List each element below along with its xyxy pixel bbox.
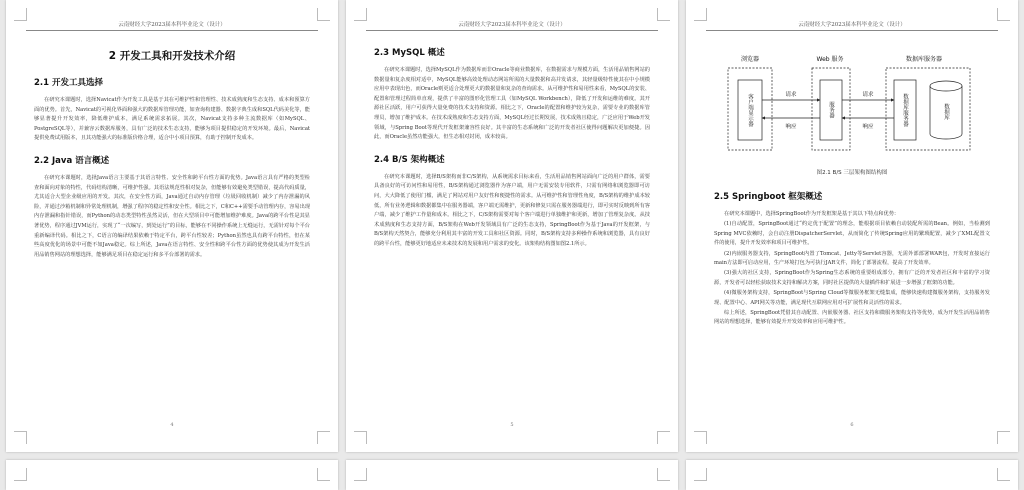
figure-caption: 图2.1 B/S 三层架构图结构图 [816,170,888,176]
crop-mark [997,431,1010,444]
paragraph: (1)自动配置，SpringBoot通过“约定优于配置”的理念，能根据项目依赖自动装配所需的Bean。例如，当检测到Spring MVC依赖时，会自动注册DispatcherServlet，从而简化了传统Spring应用的繁琐配置，减少了XML配置文件的使用，提升开发效率和项目可维护性。 [714,221,990,247]
paragraph: 在研究本课题时，选择B/S架构而非C/S架构，从系统需求目标来看，生活用品销售网站面向广泛的用户群体，需要具备良好的可访问性和易用性，B/S架构通过浏览器作为客户端，用户无需安装专用软件，只需有网络和浏览器即可访问，大大降低了使用门槛，满足了网站对用户友好性和便捷性的需求。从可维护性和管理性角度，B/S架构的维护成本较低，所有业务逻辑和数据都集中在服务器端，客户端无需维护，更新和修复只需在服务器端进行，即可实时反映到所有客户端，减少了维护工作量和成本。相比之下，C/S架构需要对每个客户端进行单独维护和更新，增加了管理复杂度。从技术成熟度和生态支持方面，B/S架构在Web开发领域具有广泛的生态支持，SpringBoot作为基于Java的开发框架，与B/S架构天然契合，能够充分利用其丰富的开发工具和社区资源。同时，B/S架构支持多种操作系统和浏览器，具有良好的跨平台性，能够更好地适应未来技术的发展和用户需求的变化。该架构结构图如图2.1所示。 [374,173,650,247]
page-header: 云南财经大学2023届本科毕业论文（设计） [26,20,318,31]
database-label: 数据库 [943,103,949,121]
paragraph: 在研究本课题时，选择MySQL作为数据库而非Oracle等商业数据库，在数据需求与规模方面，生活用品销售网站的数据量和复杂度相对适中，MySQL能够高效处理动态网站所需的大量数据和高并发请求，其轻量级特性使其在中小规模应用中表现出色，而Oracle则更适合处理更大的数据量和复杂的查询需求。从可维护性和易用性来看，MySQL的安装、配置和管理过程简单直观，提供了丰富的图形化管理工具（如MySQL Workbench），降低了开发和运维的难度。其开源社区活跃，用户可获得大量免费的技术支持和资源。相比之下，Oracle的配置和维护较为复杂，需要专业的数据库管理员，增加了维护成本。在技术成熟度和生态支持方面，MySQL经过长期发展，技术成熟且稳定，广泛应用于Web开发领域，与Spring Boot等现代开发框架兼容性良好。其丰富的生态系统和广泛的开发者社区使得问题解决更加便捷。因此，而Oracle虽然功能强大，但生态相对封闭，成本较高。 [374,67,650,141]
section-title: 2.2 Java 语言概述 [34,155,110,166]
web-server-label: 服务器 [828,101,834,119]
next-page-preview [686,460,1018,490]
crop-mark [14,431,27,444]
page-header: 云南财经大学2023届本科毕业论文（设计） [706,20,998,31]
paragraph: (2)内嵌服务器支持，SpringBoot内置了Tomcat、Jetty等Servlet容器，无需外部部署WAR包，开发时直接运行main方法即可启动应用，生产环境打包为可执行JAR文件，简化了部署流程，提高了开发效率。 [714,250,990,267]
crop-mark [694,431,707,444]
page-body [714,168,990,329]
paragraph: (3)强大的社区支持，SpringBoot作为Spring生态系统的重要组成部分，拥有广泛的开发者社区和丰富的学习资源，开发者可以轻松获取技术支持和解决方案，同时社区提供的大量插件和扩展进一步增强了框架的功能。 [714,270,990,286]
crop-mark [997,8,1010,21]
crop-mark [657,431,670,444]
response-label: 响应 [785,124,797,130]
document-page-5 [346,0,678,452]
crop-mark [657,8,670,21]
paragraph: 在研究本课题时，选择Navicat作为开发工具是基于其在可维护性和管理性、技术成熟度和生态支持、成本和预算方面的优势。首先，Navicat的可视化界面和强大的数据库管理功能，如查询构建器、数据字典生成和SQL代码美化等，能够显著提升开发效率，降低维护成本，满足系统需求拓展。其次，Navicat支持多种主流数据库（如MySQL、PostgreSQL等），并兼容云数据库服务，具有广泛的技术生态支持，能够为项目提供稳定的开发环境。最后，Navicat提供免费试用版本，且其功能强大的标准版价格合理，适合中小项目预算，有助于控制开发成本。 [34,97,310,142]
crop-mark [317,468,330,481]
paragraph: 在研究本课题时，选择Java语言主要基于其语言特性、安全性和跨平台性方面的优势。Java语言具有严格的类型检查和面向对象的特性，代码结构清晰，可维护性强。其语法规范性相对复杂，但能够有效避免类型错误，提高代码质量，尤其适合大型企业级应用的开发。其次，在安全性方面，Java通过自动内存管理（垃圾回收机制）减少了内存泄漏的风险，并通过沙箱机制和异常处理机制，增强了程序的稳定性和安全性。相比之下，C和C++需要手动管理内存，容易出现内存泄漏和指针错误，而Python的动态类型特性虽然灵活，但在大型项目中可能增加维护难度。Java的跨平台性是其显著优势，程序通过JVM运行，实现了“一次编写，到处运行”的目标，能够在不同操作系统上无缝运行，无需针对每个平台重新编译代码。相比之下，C语言的编译结果依赖于特定平台，跨平台性较差；Python虽然也具有跨平台特性，但在某些高度优化的场景中可能不如Java稳定。综上所述，Java在语言特性、安全性和跨平台性方面的优势使其成为开发生活用品销售网站的理想选择，能够满足项目在稳定运行和多平台部署的需求。 [34,174,311,258]
paragraph: (4)微服务架构支持，SpringBoot与Spring Cloud等微服务框架无缝集成，能够快速构建微服务架构，支持服务发现、配置中心、API网关等功能，满足现代互联网应用对可扩展性和灵活性的需求。 [714,290,990,306]
paragraph: 在研究本课题中，选择SpringBoot作为开发框架是基于其以下特点和优势： [724,211,900,217]
section-title: 2.1 开发工具选择 [34,78,104,88]
page-body [374,46,650,250]
browser-label: 浏览器 [740,56,760,63]
crop-mark [354,468,367,481]
db-server-label: 数据库服务器 [902,93,908,127]
response-label: 响应 [862,124,874,130]
crop-mark [354,431,367,444]
section-title: 2.5 Springboot 框架概述 [714,192,823,202]
paragraph: 综上所述，SpringBoot凭借其自动配置、内嵌服务器、社区支持和微服务架构支持等优势，成为开发生活用品销售网站的理想选择，能够有效提升开发效率和应用可维护性。 [714,310,990,326]
crop-mark [657,468,670,481]
page-header: 云南财经大学2023届本科毕业论文（设计） [366,20,658,31]
crop-mark [694,468,707,481]
request-label: 请求 [862,92,874,98]
document-page-4 [6,0,338,452]
database-server-label: 数据库服务器 [905,56,943,63]
section-title: 2.3 MySQL 概述 [374,48,445,58]
page-number: 4 [170,422,174,428]
document-page-6 [686,0,1018,452]
crop-mark [997,468,1010,481]
web-service-label: Web 服务 [816,56,844,63]
section-title: 2.4 B/S 架构概述 [374,154,445,165]
bs-architecture-diagram [726,50,978,162]
next-page-preview [6,460,338,490]
crop-mark [317,431,330,444]
crop-mark [14,468,27,481]
next-page-preview [346,460,678,490]
page-number: 5 [510,422,514,428]
chapter-title: 2 开发工具和开发技术介绍 [108,50,236,62]
crop-mark [317,8,330,21]
page-number: 6 [850,422,854,428]
request-label: 请求 [785,92,797,98]
client-label: 客户端显示器 [747,93,753,127]
page-body [34,48,310,260]
